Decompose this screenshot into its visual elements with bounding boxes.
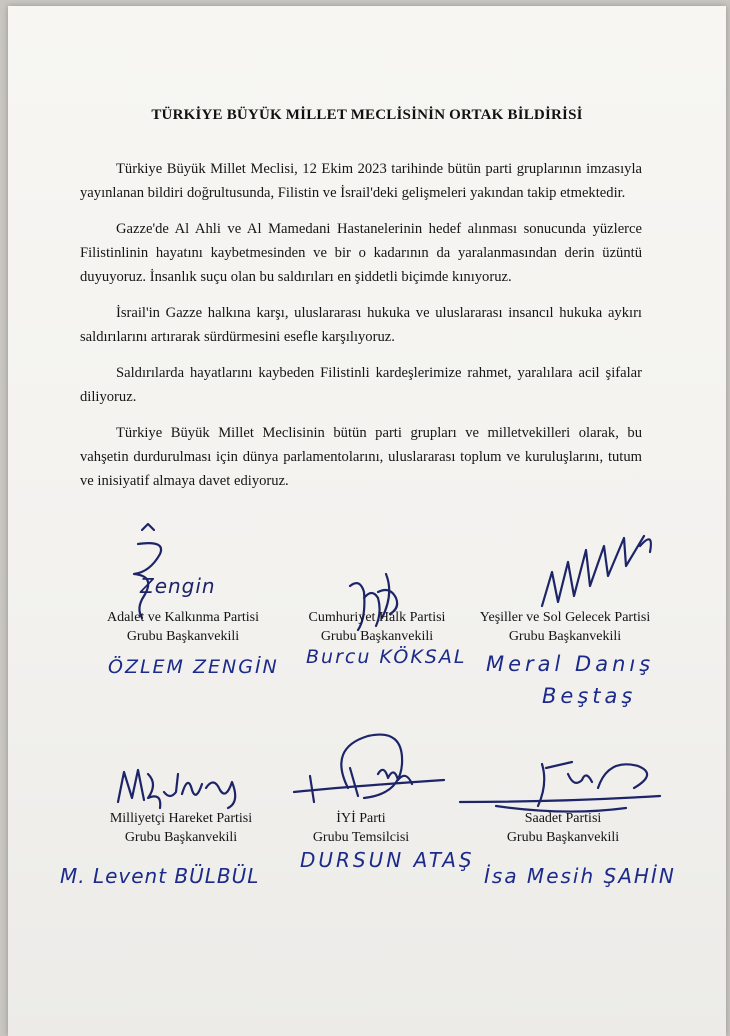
party-role: Grubu Başkanvekili — [320, 629, 434, 644]
paragraph: Gazze'de Al Ahli ve Al Mamedani Hastanelerinin hedef alınması sonucunda yüzlerce Filistinlinin hayatını kaybetmesinden ve bir o kadarının da yaralanmasından derin üzüntü duyuyoruz. İnsanlık suçu olan bu saldırıları en şiddetli biçimde kınıyoruz. — [80, 221, 642, 285]
signatory-chp — [272, 608, 482, 646]
handwritten-name-akp: ÖZLEM ZENGİN — [108, 656, 279, 678]
party-name: Yeşiller ve Sol Gelecek Partisi — [479, 610, 651, 625]
handwritten-name-iyi: DURSUN ATAŞ — [300, 848, 475, 872]
party-name: Saadet Partisi — [524, 811, 602, 826]
handwritten-name-chp: Burcu KÖKSAL — [306, 646, 467, 668]
paragraph: İsrail'in Gazze halkına karşı, uluslararası hukuka ve uluslararası insancıl hukuka aykırı saldırılarını artırarak sürdürmesini esefle karşılıyoruz. — [80, 305, 642, 345]
signatory-akp — [78, 608, 288, 646]
party-role: Grubu Başkanvekili — [506, 830, 620, 845]
document-body — [80, 157, 642, 505]
party-role: Grubu Başkanvekili — [124, 830, 238, 845]
party-role: Grubu Başkanvekili — [126, 629, 240, 644]
paragraph: Türkiye Büyük Millet Meclisi, 12 Ekim 2023 tarihinde bütün parti gruplarının imzasıyla yayınlanan bildiri doğrultusunda, Filistin ve İsrail'deki gelişmeleri yakından takip etmektedir. — [80, 161, 642, 201]
paragraph: Saldırılarda hayatlarını kaybeden Filistinli kardeşlerimize rahmet, yaralılara acil şifalar diliyoruz. — [80, 365, 642, 405]
signatory-mhp — [76, 809, 286, 847]
signature-zengin-text: Zengin — [140, 574, 216, 598]
signatory-saadet — [458, 809, 668, 847]
party-role: Grubu Temsilcisi — [312, 830, 410, 845]
party-name: Cumhuriyet Halk Partisi — [308, 610, 446, 625]
handwritten-name-saadet: İsa Mesih ŞAHİN — [484, 864, 676, 888]
document-title: TÜRKİYE BÜYÜK MİLLET MECLİSİNİN ORTAK BİLDİRİSİ — [151, 107, 583, 123]
paragraph: Türkiye Büyük Millet Meclisinin bütün parti grupları ve milletvekilleri olarak, bu vahşetin durdurulması için dünya parlamentolarını, uluslararası toplum ve kuruluşlarını, tutum ve inisiyatif almaya davet ediyoruz. — [80, 425, 642, 489]
party-role: Grubu Başkanvekili — [508, 629, 622, 644]
handwritten-name-yesiller-2: Beştaş — [542, 684, 637, 708]
signatory-iyi — [256, 809, 466, 847]
party-name: Adalet ve Kalkınma Partisi — [106, 610, 260, 625]
party-name: Milliyetçi Hareket Partisi — [109, 811, 253, 826]
handwritten-name-mhp: M. Levent BÜLBÜL — [60, 864, 260, 888]
party-name: İYİ Parti — [336, 811, 386, 826]
document-page — [8, 6, 726, 1036]
signature-akp — [120, 522, 230, 617]
handwritten-name-yesiller-1: Meral Danış — [486, 652, 655, 676]
signatory-yesiller — [460, 608, 670, 646]
